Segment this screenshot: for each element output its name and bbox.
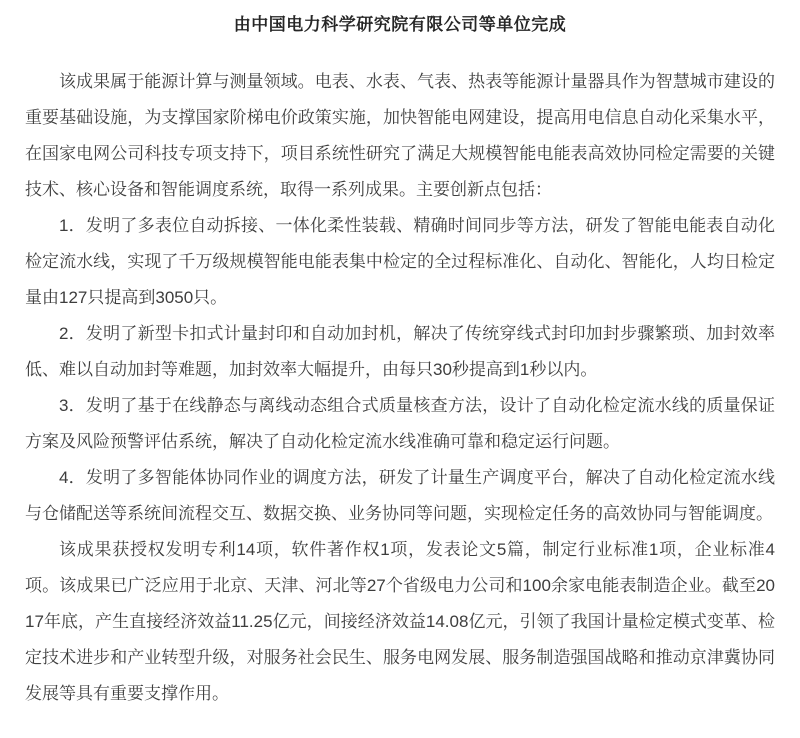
paragraph-innovation-1: 1．发明了多表位自动拆接、一体化柔性装载、精确时间同步等方法，研发了智能电能表自动化检定流水线，实现了千万级规模智能电能表集中检定的全过程标准化、自动化、智能化，人均日检定量由127只提高到3050只。 — [25, 216, 775, 307]
document-title: 由中国电力科学研究院有限公司等单位完成 — [233, 15, 567, 34]
paragraph-innovation-4: 4．发明了多智能体协同作业的调度方法，研发了计量生产调度平台，解决了自动化检定流水线与仓储配送等系统间流程交互、数据交换、业务协同等问题，实现检定任务的高效协同与智能调度。 — [25, 468, 775, 523]
paragraph-innovation-3: 3．发明了基于在线静态与离线动态组合式质量核查方法，设计了自动化检定流水线的质量保证方案及风险预警评估系统，解决了自动化检定流水线准确可靠和稳定运行问题。 — [25, 396, 775, 451]
paragraph-intro: 该成果属于能源计算与测量领域。电表、水表、气表、热表等能源计量器具作为智慧城市建设的重要基础设施，为支撑国家阶梯电价政策实施，加快智能电网建设，提高用电信息自动化采集水平，在国家电网公司科技专项支持下，项目系统性研究了满足大规模智能电能表高效协同检定需要的关键技术、核心设备和智能调度系统，取得一系列成果。主要创新点包括： — [25, 72, 775, 199]
paragraph-results: 该成果获授权发明专利14项，软件著作权1项，发表论文5篇，制定行业标准1项，企业标准4项。该成果已广泛应用于北京、天津、河北等27个省级电力公司和100余家电能表制造企业。截至2017年底，产生直接经济效益11.25亿元，间接经济效益14.08亿元，引领了我国计量检定模式变革、检定技术进步和产业转型升级，对服务社会民生、服务电网发展、服务制造强国战略和推动京津冀协同发展等具有重要支撑作用。 — [25, 540, 775, 703]
paragraph-innovation-2: 2．发明了新型卡扣式计量封印和自动加封机，解决了传统穿线式封印加封步骤繁琐、加封效率低、难以自动加封等难题，加封效率大幅提升，由每只30秒提高到1秒以内。 — [25, 324, 775, 379]
document-body — [25, 64, 775, 712]
